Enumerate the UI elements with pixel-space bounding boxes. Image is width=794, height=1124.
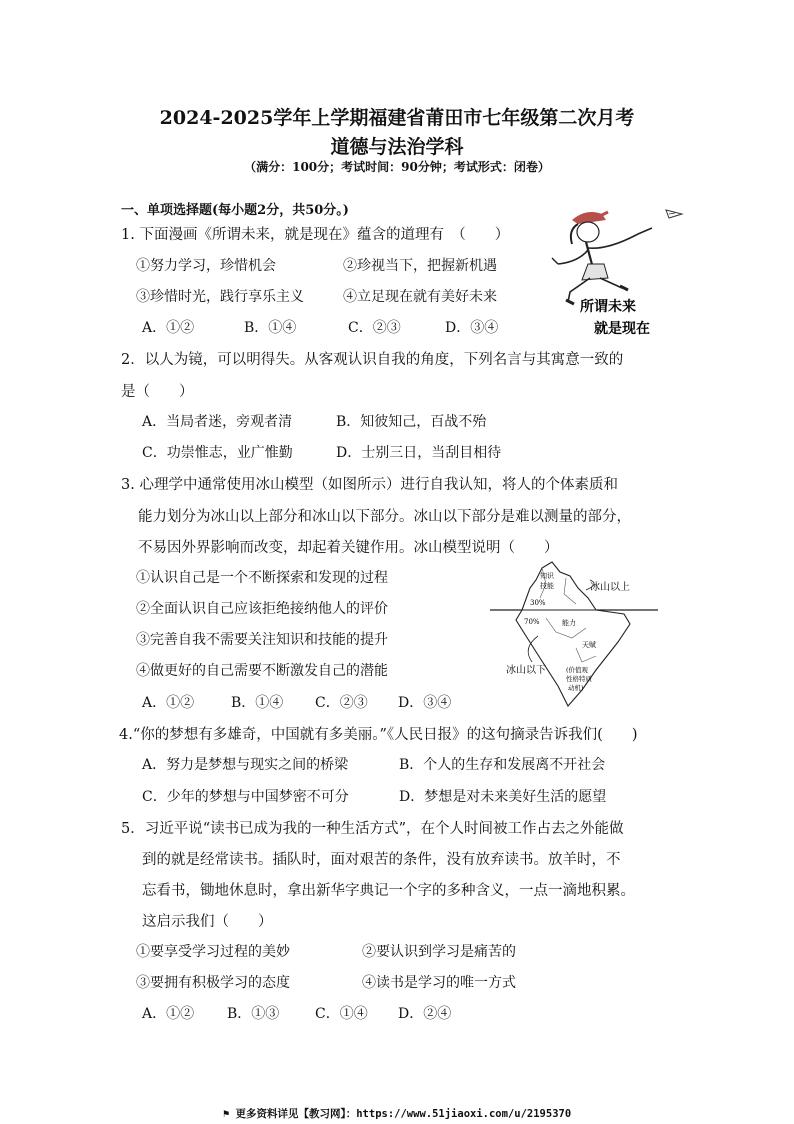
iceberg-label-traits: 性格特质 <box>566 675 592 683</box>
q4-option-a: A．努力是梦想与现实之间的桥梁 <box>142 757 349 773</box>
footer <box>0 1106 794 1121</box>
iceberg-label-motive: 动机) <box>568 684 584 692</box>
q5-statement-3: ③要拥有积极学习的态度 <box>136 975 290 991</box>
q5-stem-line-4: 这启示我们（ ） <box>142 914 273 930</box>
q3-stem-line-1: 3. 心理学中通常使用冰山模型（如图所示）进行自我认知，将人的个体素质和 <box>121 477 618 493</box>
q2-stem-line-2: 是（ ） <box>121 384 194 400</box>
iceberg-label-ability: 能力 <box>562 619 576 627</box>
q5-option-b: B．①③ <box>227 1006 280 1022</box>
q3-option-d: D．③④ <box>398 695 452 711</box>
q1-option-b: B．①④ <box>244 320 297 336</box>
q4-option-b: B．个人的生存和发展离不开社会 <box>399 757 606 773</box>
q2-option-a: A．当局者迷，旁观者清 <box>142 414 293 430</box>
q3-statement-1: ①认识自己是一个不断探索和发现的过程 <box>136 570 388 586</box>
q5-option-c: C．①④ <box>315 1006 368 1022</box>
cartoon-caption-2: 就是现在 <box>594 321 650 337</box>
q2-option-c: C．功崇惟志，业广惟勤 <box>142 445 293 461</box>
q5-statement-4: ④读书是学习的唯一方式 <box>362 975 516 991</box>
q3-stem-line-3: 不易因外界影响而改变，却起着关键作用。冰山模型说明（ ） <box>138 540 559 556</box>
iceberg-label-30-percent: 30% <box>530 599 546 607</box>
footer-link[interactable]: 更多资料详见【教习网】：https://www.51jiaoxi.com/u/2195370 <box>235 1108 572 1120</box>
q5-stem-line-2: 到的就是经常读书。插队时，面对艰苦的条件，没有放弃读书。放羊时，不 <box>142 852 621 868</box>
subject-title: 道德与法治学科 <box>330 136 464 158</box>
q2-option-d: D．士别三日，当刮目相待 <box>336 445 502 461</box>
q1-statement-3: ③珍惜时光，践行享乐主义 <box>136 289 304 305</box>
q3-statement-2: ②全面认识自己应该拒绝接纳他人的评价 <box>136 601 388 617</box>
exam-info: （满分：100分；考试时间：90分钟；考试形式：闭卷） <box>244 160 550 174</box>
iceberg-label-below: 冰山以下 <box>506 665 546 676</box>
q3-option-a: A．①② <box>142 695 195 711</box>
q1-statement-4: ④立足现在就有美好未来 <box>343 289 497 305</box>
q5-option-a: A．①② <box>142 1006 195 1022</box>
q2-stem-line-1: 2．以人为镜，可以明得失。从客观认识自我的角度，下列名言与其寓意一致的 <box>121 352 624 368</box>
q3-statement-3: ③完善自我不需要关注知识和技能的提升 <box>136 632 388 648</box>
iceberg-label-talent: 天赋 <box>582 641 596 649</box>
q1-statement-2: ②珍视当下，把握新机遇 <box>343 258 497 274</box>
q1-option-d: D．③④ <box>445 320 499 336</box>
q3-option-b: B．①④ <box>231 695 284 711</box>
iceberg-model-diagram <box>486 558 662 710</box>
iceberg-label-70-percent: 70% <box>524 618 540 626</box>
flag-icon: ⚑ <box>222 1108 236 1120</box>
exam-title: 2024-2025学年上学期福建省莆田市七年级第二次月考 <box>159 107 635 129</box>
q1-option-a: A．①② <box>142 320 195 336</box>
q5-statement-1: ①要享受学习过程的美妙 <box>136 944 290 960</box>
iceberg-label-above: 冰山以上 <box>590 582 630 593</box>
iceberg-label-skills: 技能 <box>540 582 554 590</box>
iceberg-label-knowledge: 知识 <box>540 572 554 580</box>
running-girl-cartoon <box>548 200 694 345</box>
q1-statement-1: ①努力学习，珍惜机会 <box>136 258 276 274</box>
cartoon-caption-1: 所谓未来 <box>580 299 636 315</box>
q3-option-c: C．②③ <box>315 695 368 711</box>
q5-statement-2: ②要认识到学习是痛苦的 <box>362 944 516 960</box>
q1-stem: 1. 下面漫画《所谓未来，就是现在》蕴含的道理有 （ ） <box>121 227 510 243</box>
q4-option-d: D．梦想是对未来美好生活的愿望 <box>399 789 607 805</box>
q1-option-c: C．②③ <box>348 320 401 336</box>
q4-stem: 4.“你的梦想有多雄奇，中国就有多美丽。”《人民日报》的这句摘录告诉我们( ) <box>119 727 638 743</box>
q5-stem-line-3: 忘看书，锄地休息时，拿出新华字典记一个字的多种含义，一点一滴地积累。 <box>142 883 635 899</box>
q5-option-d: D．②④ <box>398 1006 452 1022</box>
iceberg-label-values: (价值观 <box>566 666 589 674</box>
q5-stem-line-1: 5．习近平说“读书已成为我的一种生活方式”，在个人时间被工作占去之外能做 <box>121 821 624 837</box>
q3-statement-4: ④做更好的自己需要不断激发自己的潜能 <box>136 663 388 679</box>
q2-option-b: B．知彼知己，百战不殆 <box>336 414 487 430</box>
q4-option-c: C．少年的梦想与中国梦密不可分 <box>142 789 349 805</box>
section-heading: 一、单项选择题(每小题2分，共50分。) <box>121 203 349 218</box>
q3-stem-line-2: 能力划分为冰山以上部分和冰山以下部分。冰山以下部分是难以测量的部分， <box>138 509 631 525</box>
